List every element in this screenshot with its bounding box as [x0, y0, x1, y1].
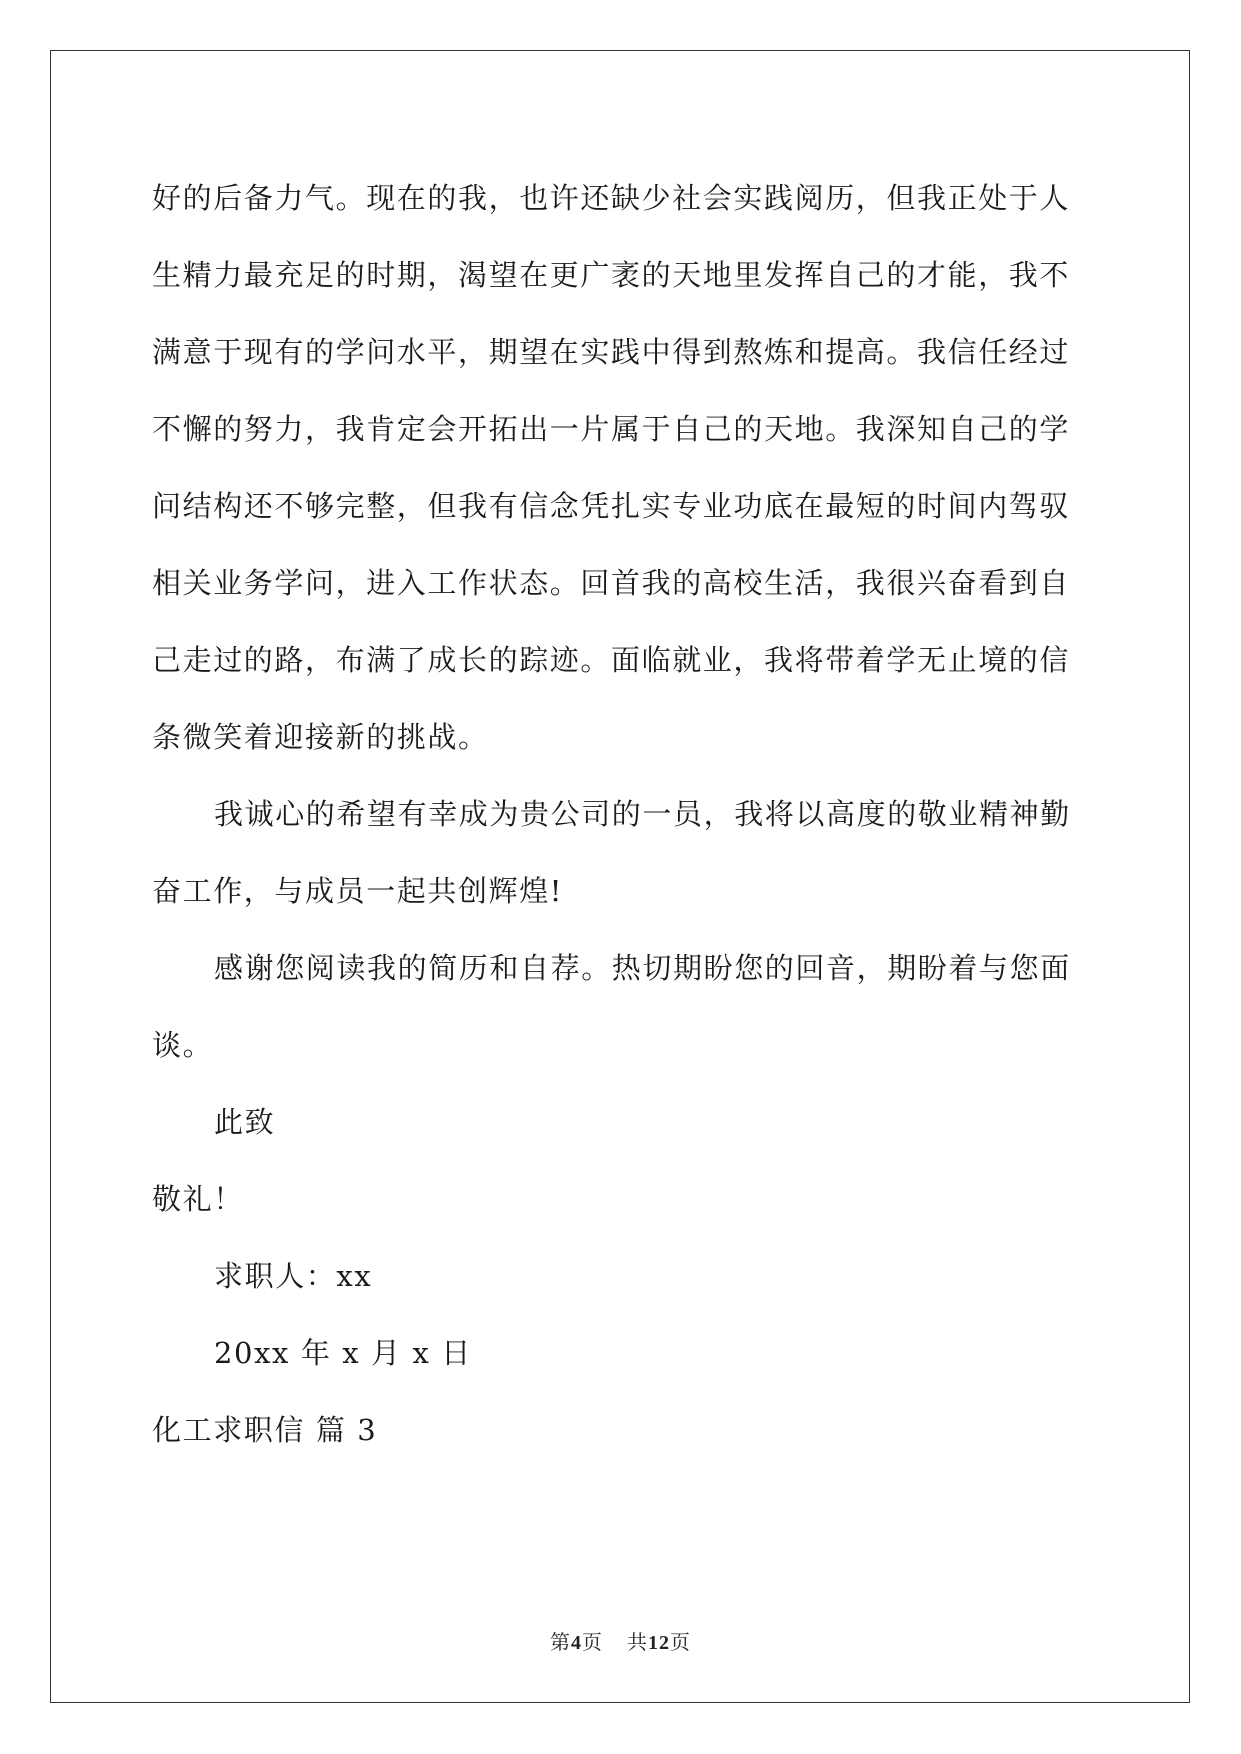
- text-line: 生精力最充足的时期，渴望在更广袤的天地里发挥自己的才能，我不: [152, 258, 1071, 292]
- footer-page-unit: 页: [582, 1630, 603, 1654]
- text-line: 不懈的努力，我肯定会开拓出一片属于自己的天地。我深知自己的学: [152, 412, 1071, 446]
- text-line: 奋工作，与成员一起共创辉煌!: [152, 874, 564, 908]
- text-line: 相关业务学问，进入工作状态。回首我的高校生活，我很兴奋看到自: [152, 566, 1071, 600]
- letter-body: [152, 160, 1096, 1469]
- text-line: 感谢您阅读我的简历和自荐。热切期盼您的回音，期盼着与您面: [214, 951, 1071, 985]
- footer-total-pages: 12: [648, 1632, 670, 1654]
- footer-page-number: 4: [571, 1632, 582, 1654]
- paragraph-continuation: [152, 160, 1096, 776]
- footer-total-unit: 页: [670, 1630, 691, 1654]
- footer-prefix: 第: [550, 1630, 571, 1654]
- text-line: 我诚心的希望有幸成为贵公司的一员，我将以高度的敬业精神勤: [214, 797, 1071, 831]
- text-line: 条微笑着迎接新的挑战。: [152, 720, 489, 754]
- closing-salutation: 此致: [214, 1105, 276, 1139]
- page-footer: [0, 1630, 1241, 1655]
- section-heading: 化工求职信 篇 3: [152, 1413, 378, 1447]
- date-line: 20xx 年 x 月 x 日: [214, 1336, 472, 1370]
- footer-total-prefix: 共: [627, 1630, 648, 1654]
- text-line: 好的后备力气。现在的我，也许还缺少社会实践阅历，但我正处于人: [152, 181, 1071, 215]
- text-line: 谈。: [152, 1028, 214, 1062]
- text-line: 满意于现有的学问水平，期望在实践中得到熬炼和提高。我信任经过: [152, 335, 1071, 369]
- text-line: 己走过的路，布满了成长的踪迹。面临就业，我将带着学无止境的信: [152, 643, 1071, 677]
- text-line: 问结构还不够完整，但我有信念凭扎实专业功底在最短的时间内驾驭: [152, 489, 1071, 523]
- paragraph-hope: [152, 776, 1096, 930]
- closing-regards: 敬礼！: [152, 1182, 244, 1216]
- paragraph-thanks: [152, 930, 1096, 1084]
- signer-line: 求职人：xx: [214, 1259, 373, 1293]
